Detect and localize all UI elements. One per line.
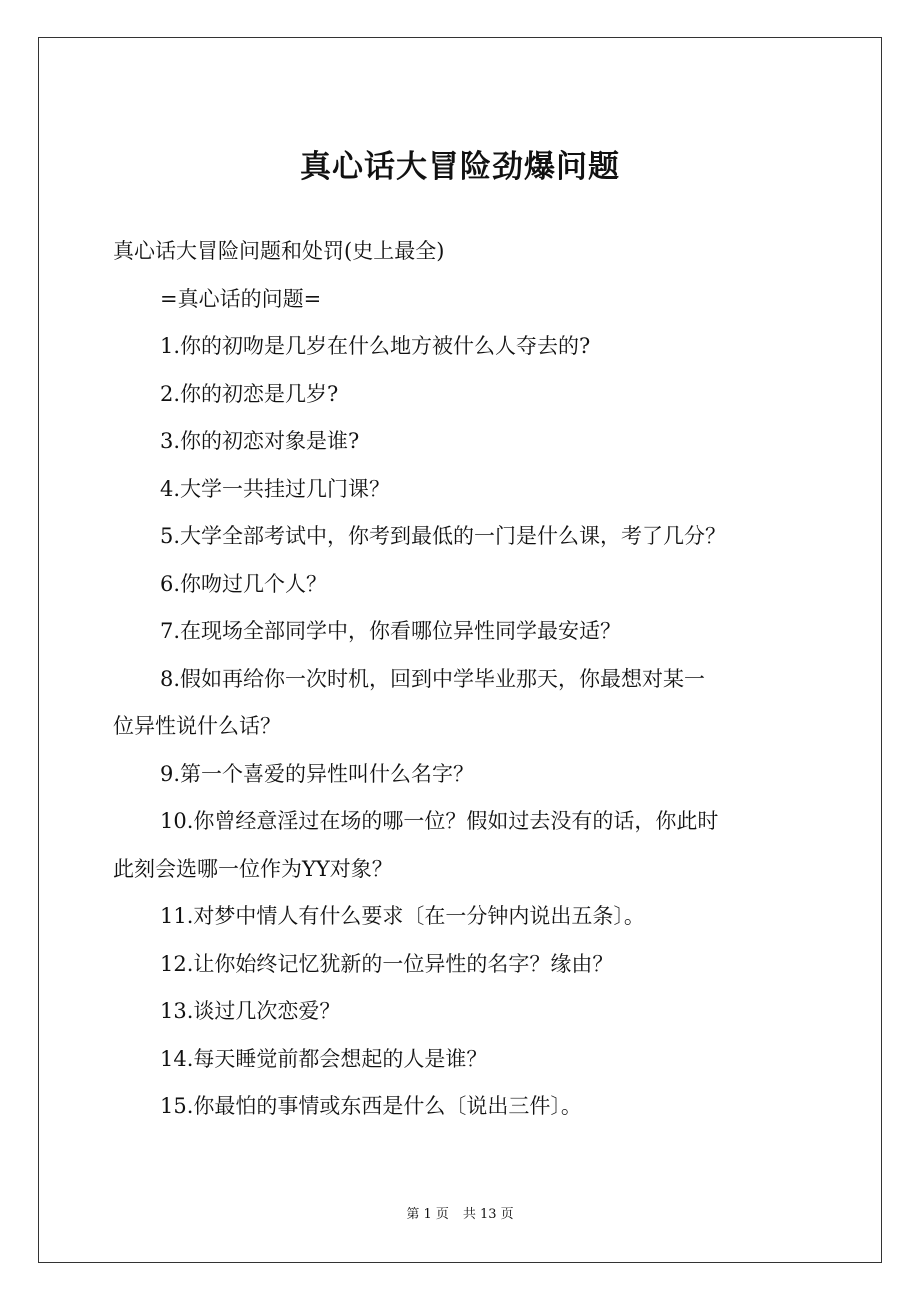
body-line: 6.你吻过几个人？: [160, 571, 328, 596]
body-line: 5.大学全部考试中，你考到最低的一门是什么课，考了几分？: [160, 524, 727, 548]
page-total: 共 13 页: [462, 1207, 514, 1222]
body-line: 7.在现场全部同学中，你看哪位异性同学最安适？: [160, 619, 622, 643]
body-line: 真心话大冒险问题和处罚(史上最全): [113, 239, 445, 263]
body-line: 3.你的初恋对象是谁?: [160, 429, 360, 453]
body-line: 8.假如再给你一次时机，回到中学毕业那天，你最想对某一: [160, 666, 706, 691]
body-line: 此刻会选哪一位作为YY对象？: [113, 856, 393, 881]
body-line: 2.你的初恋是几岁?: [160, 381, 339, 406]
body-line: 11.对梦中情人有什么要求〔在一分钟内说出五条〕。: [160, 904, 645, 928]
body-line: 9.第一个喜爱的异性叫什么名字？: [160, 761, 475, 786]
document-body: [113, 228, 813, 1131]
body-line: 15.你最怕的事情或东西是什么〔说出三件〕。: [160, 1094, 582, 1118]
body-line: 1.你的初吻是几岁在什么地方被什么人夺去的?: [160, 334, 591, 358]
body-line: 13.谈过几次恋爱？: [160, 999, 341, 1023]
body-line: 位异性说什么话？: [113, 714, 281, 738]
body-line: =真心话的问题=: [160, 286, 322, 311]
body-line: 4.大学一共挂过几门课？: [160, 476, 391, 501]
body-line: 14.每天睡觉前都会想起的人是谁？: [160, 1046, 488, 1071]
document-title: 真心话大冒险劲爆问题: [300, 149, 620, 185]
body-line: 10.你曾经意淫过在场的哪一位？假如过去没有的话，你此时: [160, 809, 719, 833]
page-footer: [0, 1205, 920, 1225]
body-line: 12.让你始终记忆犹新的一位异性的名字？缘由？: [160, 951, 614, 976]
page-number: 第 1 页: [406, 1207, 449, 1222]
